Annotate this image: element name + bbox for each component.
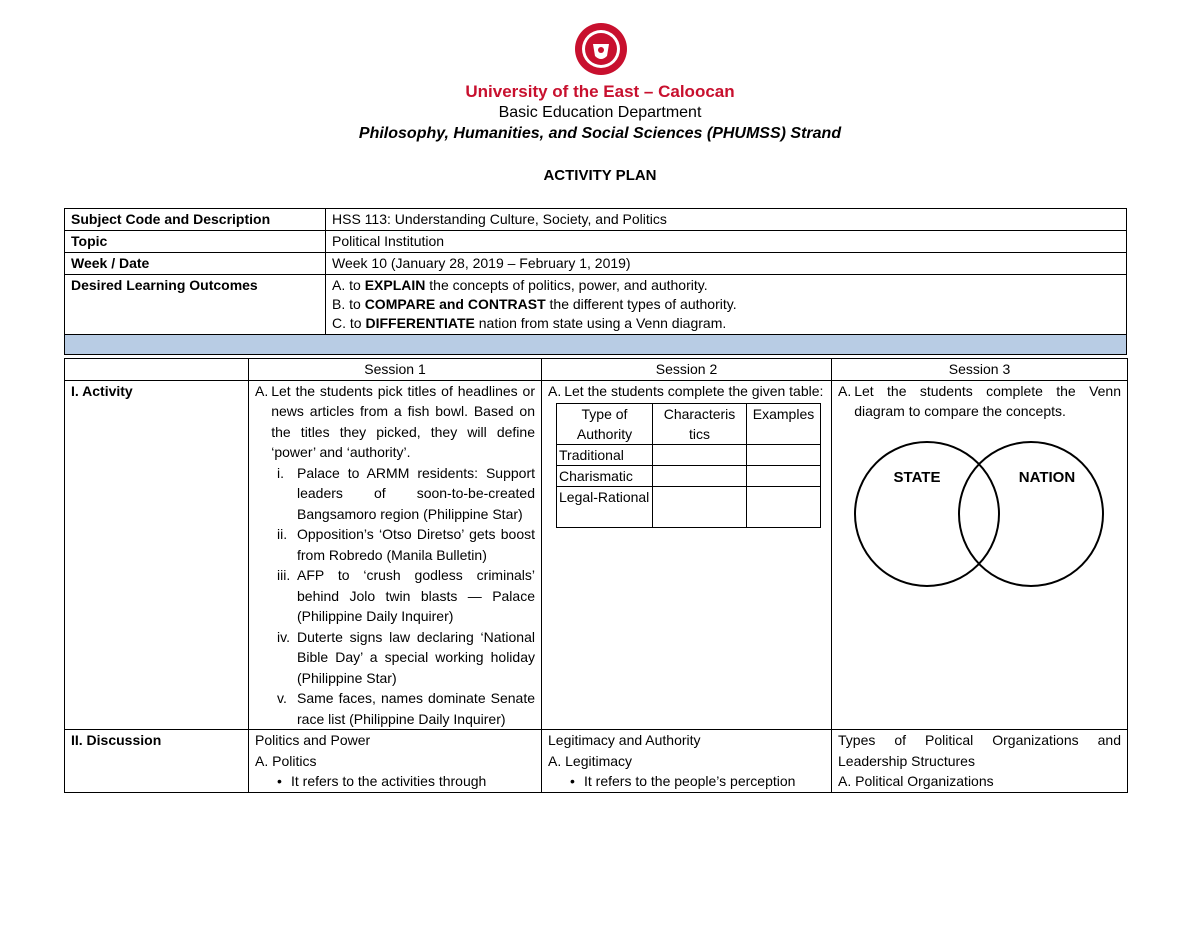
activity-intro: A. Let the students complete the Venn diagram to compare the concepts. (838, 382, 1121, 419)
venn-circle-state (855, 442, 999, 586)
discussion-bullet: • It refers to the activities through (277, 773, 487, 789)
university-name: University of the East – Caloocan (465, 82, 735, 101)
headline-item: ii. Opposition’s ‘Otso Diretso’ gets boost from Robredo (Manila Bulletin) (277, 526, 535, 563)
session-2-header: Session 2 (542, 359, 832, 381)
activity-intro: A. Let the students complete the given table: (548, 382, 824, 399)
session-2-activity (542, 380, 832, 730)
session-1-activity (249, 380, 542, 730)
outcomes-list (326, 275, 1127, 335)
topic-label: Topic (65, 231, 326, 253)
authority-table (556, 403, 821, 528)
session-plan-table (64, 358, 1128, 793)
blank-cell (747, 445, 821, 466)
subject-value: HSS 113: Understanding Culture, Society, and Politics (326, 209, 1127, 231)
discussion-row (65, 730, 1128, 793)
session-3-discussion (832, 730, 1128, 793)
discussion-title: Types of Political Organizations and Leadership Structures (838, 732, 1121, 769)
headline-item: i. Palace to ARMM residents: Support leaders of soon-to-be-created Bangsamoro region (Philippine Star) (277, 464, 535, 522)
venn-label-state: STATE (893, 468, 940, 486)
session-1-header: Session 1 (249, 359, 542, 381)
activity-intro: A. Let the students pick titles of headlines or news articles from a fish bowl. Based on the titles they picked, they will define ‘power’ and ‘authority’. (255, 382, 535, 460)
department-name: Basic Education Department (498, 104, 702, 121)
session-1-discussion (249, 730, 542, 793)
blank-cell (747, 466, 821, 487)
subject-row (65, 209, 1127, 231)
venn-diagram (845, 432, 1115, 592)
outcomes-row (65, 275, 1127, 335)
headline-item: iv. Duterte signs law declaring ‘National Bible Day’ a special working holiday (Philippine Star) (277, 628, 535, 686)
authority-header-examples: Examples (747, 404, 821, 445)
session-header-row (65, 359, 1128, 381)
venn-label-nation: NATION (1018, 468, 1075, 486)
blue-separator (65, 335, 1127, 355)
university-seal-logo (574, 22, 628, 76)
discussion-subheading: A. Political Organizations (838, 773, 994, 789)
discussion-title: Politics and Power (255, 732, 371, 748)
discussion-subheading: A. Legitimacy (548, 752, 633, 769)
blank-cell (653, 487, 747, 528)
strand-name: Philosophy, Humanities, and Social Sciences (PHUMSS) Strand (358, 125, 842, 142)
venn-circle-nation (959, 442, 1103, 586)
authority-header-characteristics: Characteris tics (653, 404, 747, 445)
blue-separator-row (65, 335, 1127, 355)
outcome-item: B. to COMPARE and CONTRAST the different types of authority. (332, 296, 737, 312)
topic-row (65, 231, 1127, 253)
week-label: Week / Date (65, 253, 326, 275)
blank-cell (653, 466, 747, 487)
week-value: Week 10 (January 28, 2019 – February 1, 2019) (326, 253, 1127, 275)
blank-cell (747, 487, 821, 528)
outcome-item: C. to DIFFERENTIATE nation from state using a Venn diagram. (332, 315, 727, 331)
activity-label: I. Activity (65, 380, 249, 730)
headline-item: iii. AFP to ‘crush godless criminals’ behind Jolo twin blasts — Palace (Philippine Daily Inquirer) (277, 567, 535, 624)
subject-label: Subject Code and Description (65, 209, 326, 231)
authority-row-label: Charismatic (557, 466, 653, 487)
session-3-header: Session 3 (832, 359, 1128, 381)
authority-header-type: Type of Authority (557, 404, 653, 445)
session-2-discussion (542, 730, 832, 793)
document-title: ACTIVITY PLAN (543, 167, 657, 184)
authority-row-label: Legal-Rational (557, 487, 653, 528)
authority-row-label: Traditional (557, 445, 653, 466)
blank-header-cell (65, 359, 249, 381)
week-row (65, 253, 1127, 275)
blank-cell (653, 445, 747, 466)
headline-item: v. Same faces, names dominate Senate race list (Philippine Daily Inquirer) (277, 690, 535, 727)
session-3-activity (832, 380, 1128, 730)
discussion-subheading: A. Politics (255, 752, 317, 769)
discussion-title: Legitimacy and Authority (548, 732, 701, 748)
activity-row (65, 380, 1128, 730)
outcomes-label: Desired Learning Outcomes (65, 275, 326, 335)
topic-value: Political Institution (326, 231, 1127, 253)
discussion-label: II. Discussion (65, 730, 249, 793)
discussion-bullet: • It refers to the people’s perception (570, 773, 796, 789)
course-info-table (64, 208, 1127, 355)
outcome-item: A. to EXPLAIN the concepts of politics, power, and authority. (332, 277, 708, 293)
